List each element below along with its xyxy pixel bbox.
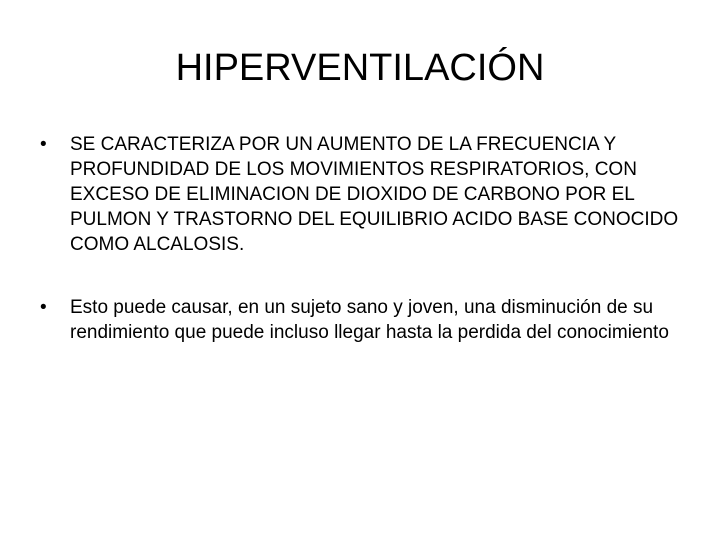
bullet-text: Esto puede causar, en un sujeto sano y joven, una disminución de su rendimiento que puede incluso llegar hasta la perdida del conocimiento	[70, 297, 669, 343]
bullet-list	[36, 132, 684, 345]
bullet-text: SE CARACTERIZA POR UN AUMENTO DE LA FRECUENCIA Y PROFUNDIDAD DE LOS MOVIMIENTOS RESPIRATORIOS, CON EXCESO DE ELIMINACION DE DIOXIDO DE CARBONO POR EL PULMON Y TRASTORNO DEL EQUILIBRIO ACIDO BASE CONOCIDO COMO ALCALOSIS.	[70, 134, 679, 255]
bullet-dot-icon: •	[40, 297, 47, 318]
bullet-item-effect	[36, 295, 684, 345]
bullet-item-definition	[36, 132, 684, 257]
bullet-dot-icon: •	[40, 134, 47, 155]
slide-title: HIPERVENTILACIÓN	[175, 47, 545, 89]
